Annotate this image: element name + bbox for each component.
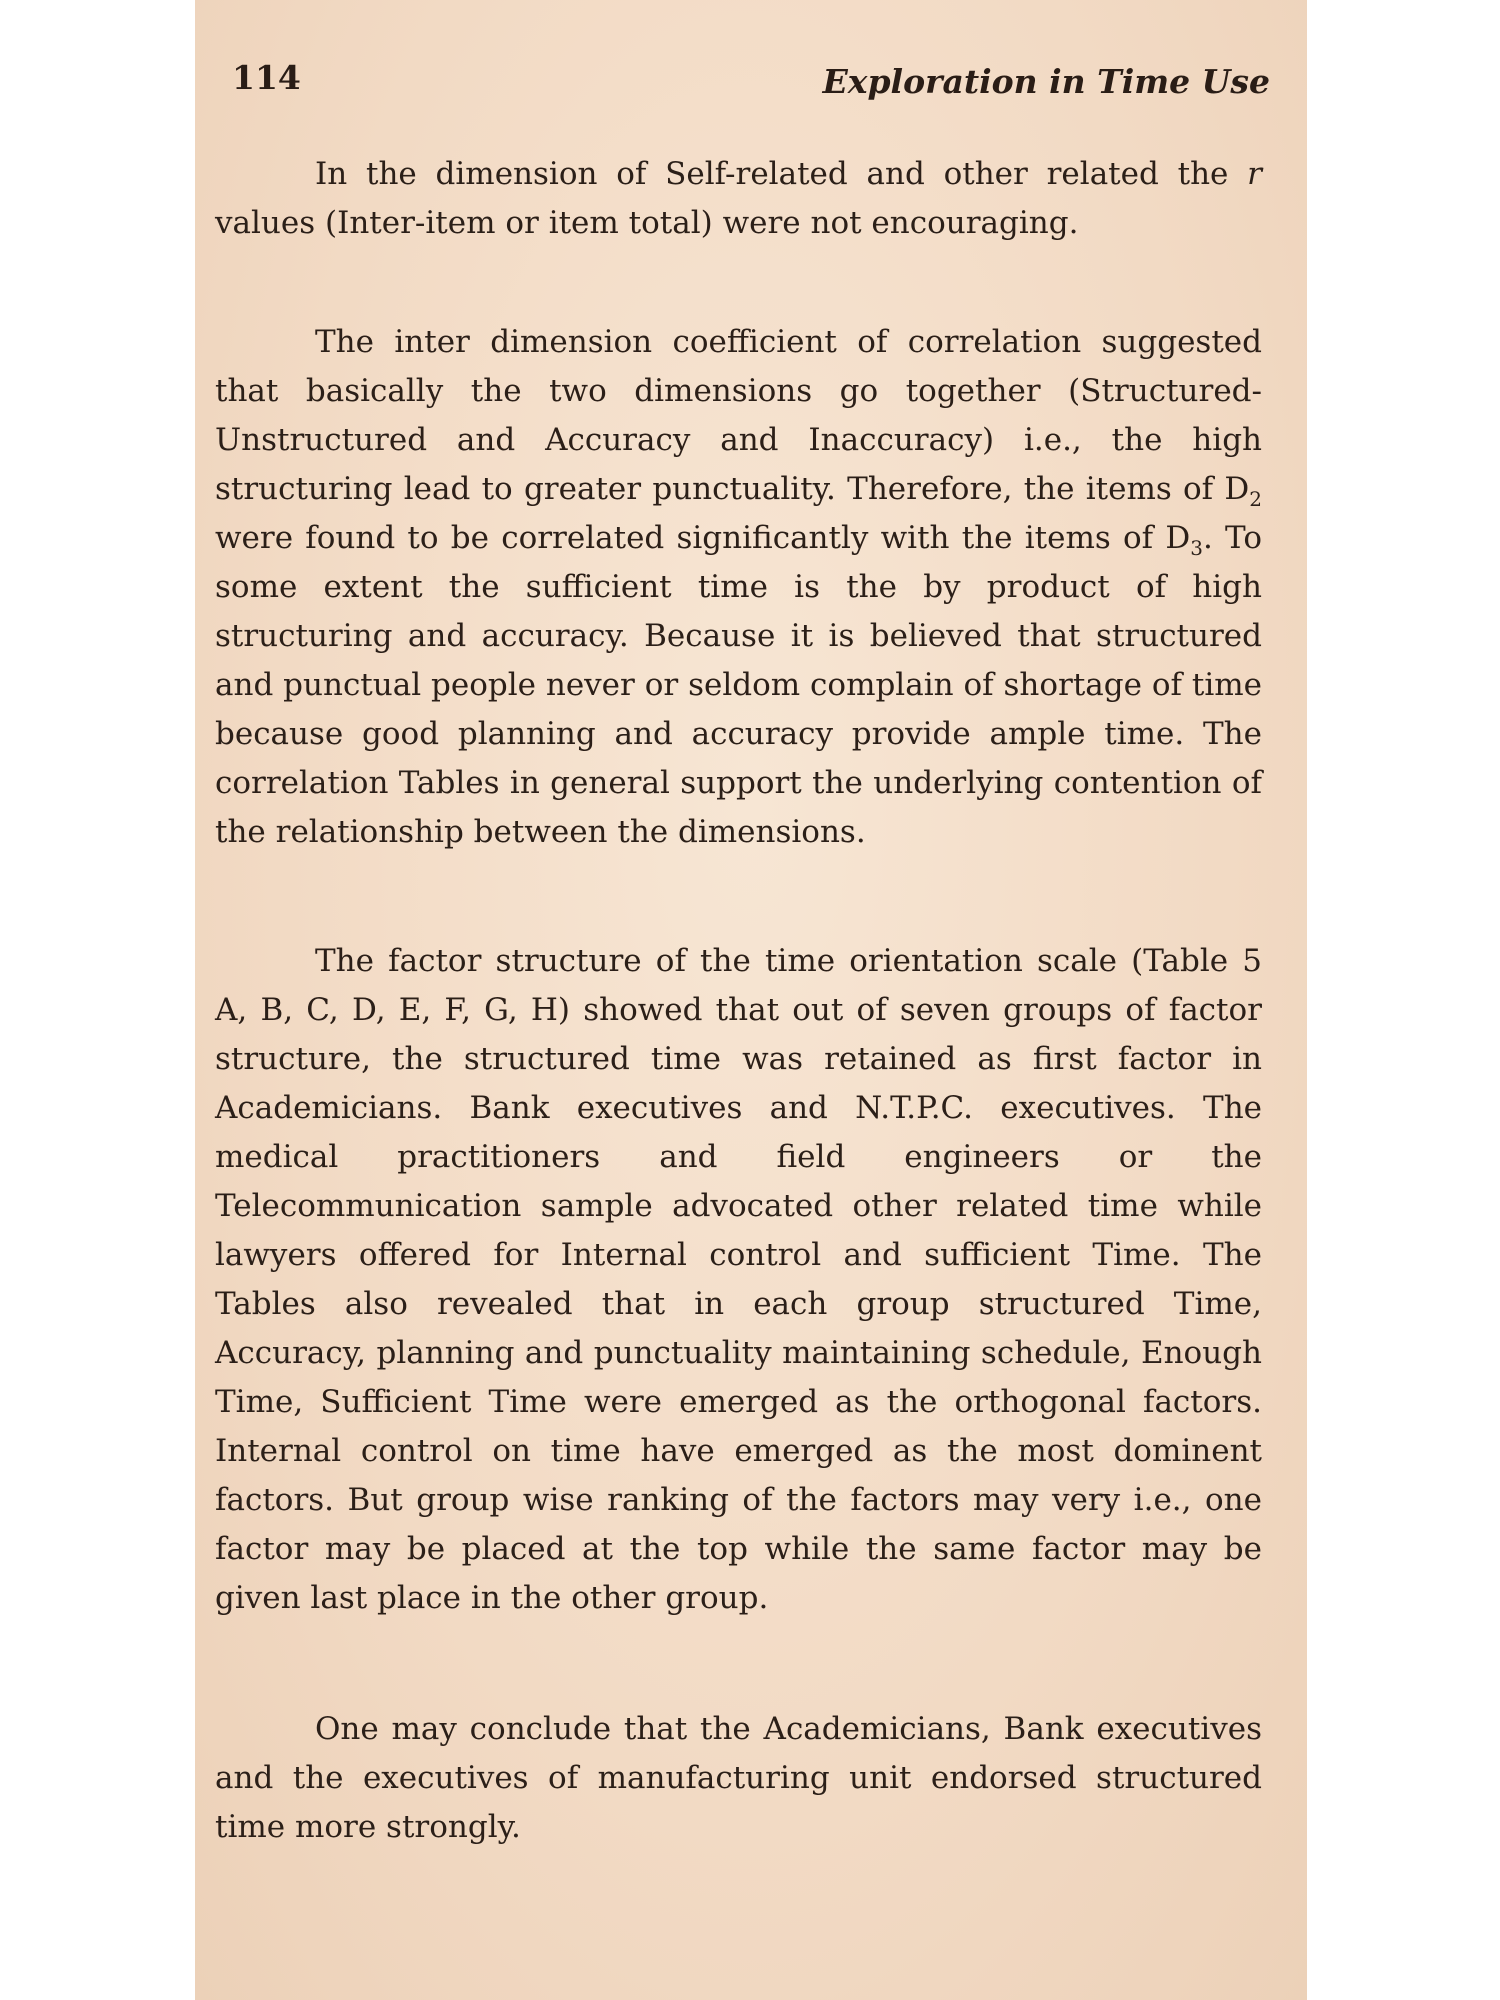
paragraph-3: The factor structure of the time orientation scale (Table 5 A, B, C, D, E, F, G, H) showed that out of seven groups of factor structure, the structured time was retained as first factor in Academicians. Bank executives and N.T.P.C. executives. The medical practitioners and field engineers or the Telecommunication sample advocated other related time while lawyers offered for Internal control and sufficient Time. The Tables also revealed that in each group structured Time, Accuracy, planning and punctuality maintaining schedule, Enough Time, Sufficient Time were emerged as the orthogonal factors. Internal control on time have emerged as the most dominent factors. But group wise ranking of the factors may very i.e., one factor may be placed at the top while the same factor may be given last place in the other group. [215,943,1262,1616]
page-number: 114 [232,58,301,97]
book-page [195,0,1307,2000]
paragraph-2-text-c: . To some extent the sufficient time is the by product of high structuring and accuracy. Because it is believed that structured and punctual people never or seldom complain of shortage of time because good planning and accuracy provide ample time. The correlation Tables in general support the underlying contention of the relationship between the dimensions. [215,520,1262,850]
paragraph-2-subscript-2: 3 [1190,536,1203,561]
paragraph-1 [215,150,1262,248]
page-header [232,58,1270,108]
paragraph-4: One may conclude that the Academicians, Bank executives and the executives of manufacturing unit endorsed structured time more strongly. [215,1711,1262,1845]
paragraph-2-text-b: were found to be correlated significantly with the items of D [215,520,1191,556]
running-title: Exploration in Time Use [822,62,1270,101]
paragraph-2-subscript-1: 2 [1249,487,1262,512]
paragraph-2-text-a: The inter dimension coefficient of correlation suggested that basically the two dimensions go together (Structured-Unstructured and Accuracy and Inaccuracy) i.e., the high structuring lead to greater punctuality. Therefore, the items of D [215,324,1262,507]
paragraph-2 [215,318,1262,857]
paragraph-1-r-symbol: r [1247,156,1262,192]
body-text [215,150,1262,1852]
paragraph-1-text-a: In the dimension of Self-related and other related the [315,156,1248,192]
paragraph-1-text-b: values (Inter-item or item total) were not encouraging. [215,205,1079,241]
